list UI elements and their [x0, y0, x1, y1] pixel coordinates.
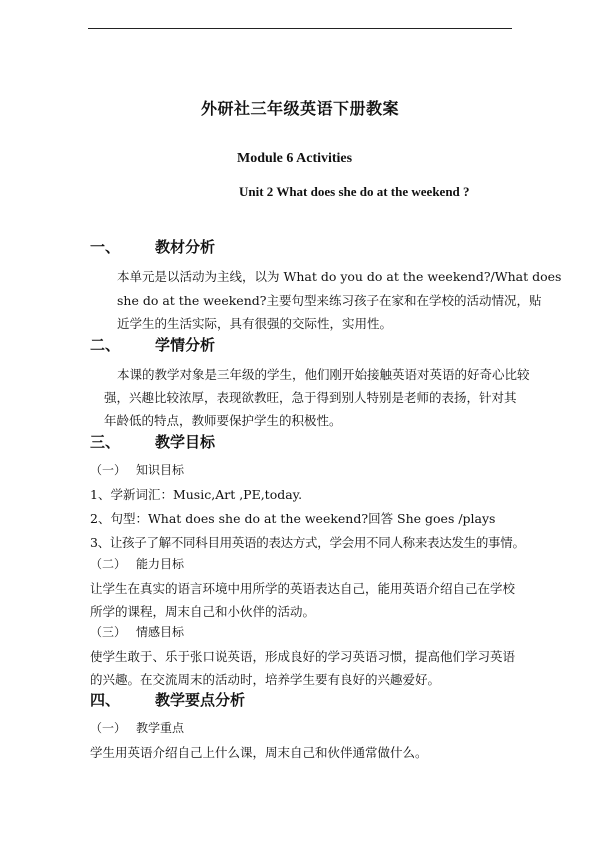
section-1-line-1: 本单元是以活动为主线，以为 What do you do at the weekend?/What does — [117, 269, 562, 284]
section-2-title: 学情分析 — [155, 336, 216, 354]
section-3-sub-2-number: （二） — [90, 557, 127, 571]
section-3-title: 教学目标 — [155, 433, 216, 451]
section-3-sub-2-title: 能力目标 — [136, 557, 185, 571]
objective-item-1: 1、学新词汇：Music,Art ,PE,today. — [90, 487, 303, 502]
section-1-title: 教材分析 — [155, 238, 216, 256]
section-2-line-3: 年龄低的特点，教师要保护学生的积极性。 — [104, 413, 342, 428]
emotion-line-2: 的兴趣。在交流周末的活动时，培养学生要有良好的兴趣爱好。 — [90, 672, 441, 687]
section-2-number: 二、 — [90, 336, 121, 354]
key-point-line-1: 学生用英语介绍自己上什么课，周末自己和伙伴通常做什么。 — [90, 745, 428, 760]
objective-item-3: 3、让孩子了解不同科目用英语的表达方式，学会用不同人称来表达发生的事情。 — [90, 535, 525, 550]
section-4-sub-1-title: 教学重点 — [136, 721, 185, 735]
section-3-sub-1-number: （一） — [90, 463, 127, 477]
ability-line-2: 所学的课程，周末自己和小伙伴的活动。 — [90, 604, 316, 619]
section-2-line-2: 强，兴趣比较浓厚，表现欲教旺，急于得到别人特别是老师的表扬，针对其 — [104, 390, 517, 405]
section-4-title: 教学要点分析 — [155, 691, 246, 709]
section-1-number: 一、 — [90, 238, 121, 256]
section-4-sub-1-number: （一） — [90, 721, 127, 735]
document-title: 外研社三年级英语下册教案 — [200, 99, 399, 118]
section-1-line-3: 近学生的生活实际，具有很强的交际性，实用性。 — [117, 316, 393, 331]
ability-line-1: 让学生在真实的语言环境中用所学的英语表达自己，能用英语介绍自己在学校 — [90, 581, 516, 596]
objective-item-2: 2、句型：What does she do at the weekend?回答 She goes /plays — [90, 511, 496, 526]
section-3-number: 三、 — [90, 433, 121, 451]
section-1-line-2: she do at the weekend?主要句型来练习孩子在家和在学校的活动情况，贴 — [117, 293, 542, 308]
module-heading: Module 6 Activities — [237, 151, 353, 166]
section-3-sub-1-title: 知识目标 — [136, 463, 185, 477]
section-3-sub-3-number: （三） — [90, 625, 127, 639]
unit-heading: Unit 2 What does she do at the weekend ? — [239, 184, 470, 199]
section-4-number: 四、 — [90, 691, 121, 709]
header-rule — [88, 28, 512, 29]
emotion-line-1: 使学生敢于、乐于张口说英语，形成良好的学习英语习惯，提高他们学习英语 — [90, 649, 516, 664]
section-2-line-1: 本课的教学对象是三年级的学生，他们刚开始接触英语对英语的好奇心比较 — [117, 367, 530, 382]
section-3-sub-3-title: 情感目标 — [136, 625, 185, 639]
